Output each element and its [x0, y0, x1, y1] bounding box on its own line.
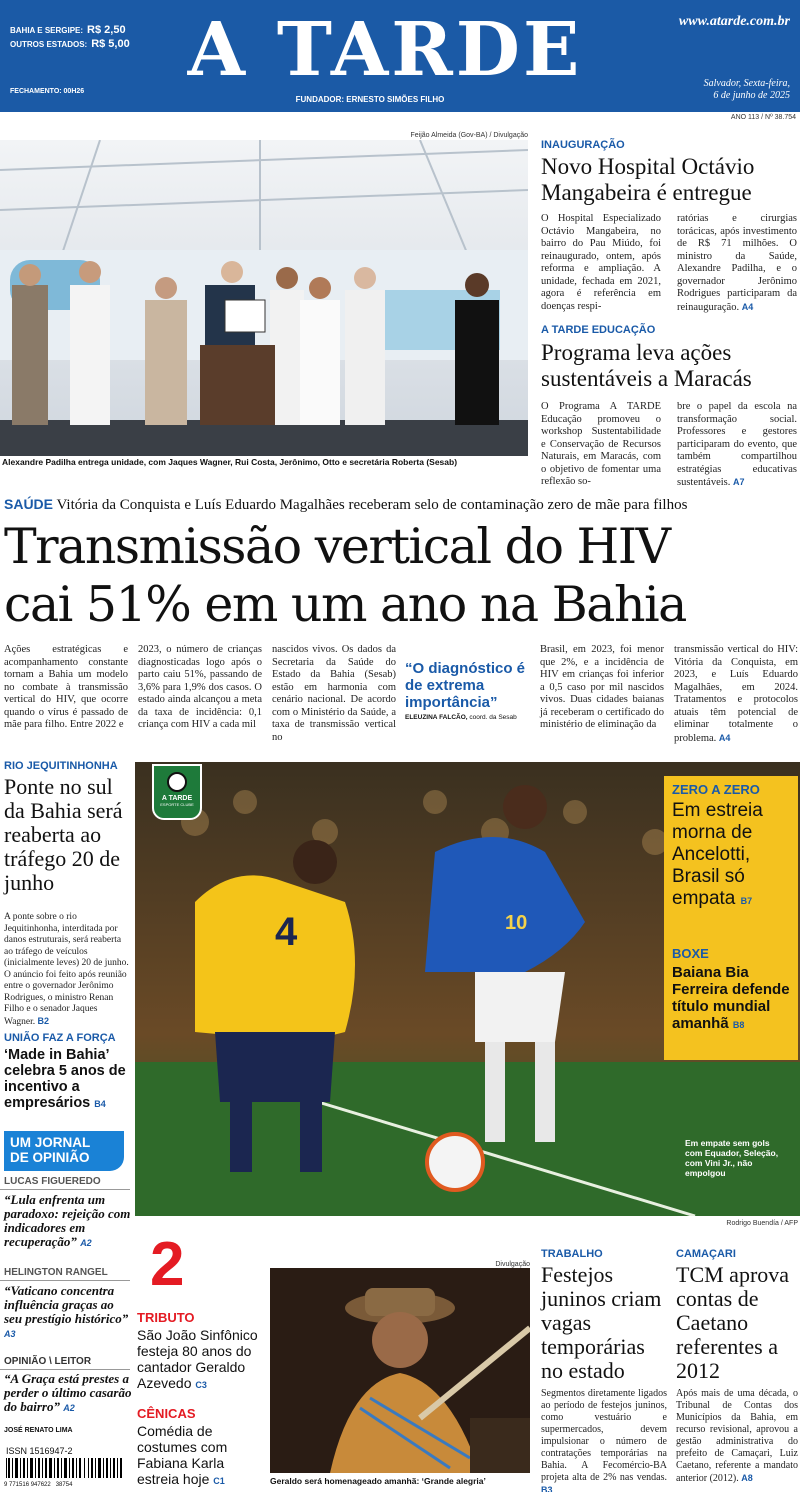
date-line: 6 de junho de 2025 [713, 90, 790, 101]
kicker: RIO JEQUITINHONHA [4, 760, 118, 772]
story-column: Brasil, em 2023, foi menor que 2%, e a incidência de HIV em crianças foi inferior a 0,5 caso por mil nascidos vivos. Duas cidades baianas já receberam o certificado do ministério de eliminação da [540, 644, 664, 730]
inauguration-illustration [0, 140, 528, 456]
page-reference[interactable]: A8 [741, 1473, 753, 1483]
story-column: Ações estratégicas e acompanhamento constante tornam a Bahia um modelo no combate à transmissão vertical do HIV, que ocorre quando o vírus é passado de mãe para filho. Entre 2022 e [4, 644, 128, 730]
page-reference[interactable]: C3 [195, 1380, 207, 1390]
opinion-quote[interactable] [4, 1284, 132, 1341]
headline[interactable] [672, 964, 796, 1034]
page-reference[interactable]: B3 [541, 1485, 553, 1492]
page-reference[interactable]: A4 [741, 301, 754, 312]
headline[interactable]: TCM aprova contas de Caetano referentes a 2012 [676, 1262, 790, 1383]
kicker: SAÚDE [4, 496, 54, 512]
page-reference[interactable]: A2 [63, 1403, 75, 1413]
columnist-name: LUCAS FIGUEREDO [4, 1176, 101, 1187]
story-body [4, 912, 130, 1028]
kicker: TRIBUTO [137, 1310, 195, 1325]
page-reference[interactable]: A3 [4, 1329, 16, 1339]
story-column [674, 644, 798, 745]
quote-text: “A Graça está prestes a perder o último casarão do bairro” [4, 1371, 132, 1414]
page-reference[interactable]: A2 [80, 1238, 92, 1248]
subhead-text: Vitória da Conquista e Luís Eduardo Magalhães receberam selo de contaminação zero de mãe para filhos [56, 497, 688, 513]
kicker: BOXE [672, 946, 709, 961]
barcode [4, 1458, 126, 1484]
story-text: Segmentos diretamente ligados ao período de festejos juninos, como vestuário e supermercados, devem impulsionar o número de contratações temporárias na Bahia. A Fecomércio-BA projeta alta de 2% nas vendas. [541, 1388, 667, 1483]
section-label: OPINIÃO \ LEITOR [4, 1356, 92, 1367]
jersey-number-yellow: 4 [275, 910, 298, 954]
subhead [4, 496, 794, 514]
story-text: ratórias e cirurgias torácicas, após investimento de R$ 71 milhões. O ministro da Saúde, Alexandre Padilha, e o governador Jerônimo Rodrigues participaram da reinauguração. [677, 213, 797, 313]
story-body [541, 1388, 667, 1492]
date-line: Salvador, Sexta-feira, [703, 78, 790, 89]
page-reference[interactable]: C1 [213, 1476, 225, 1486]
headline[interactable]: Ponte no sul da Bahia será reaberta ao tráfego 20 de junho [4, 774, 123, 895]
headline-line: cai 51% em um ano na Bahia [4, 576, 686, 633]
quote-text: “Lula enfrenta um paradoxo: rejeição com indicadores em recuperação” [4, 1192, 131, 1249]
page-reference[interactable]: B8 [732, 1020, 745, 1030]
page-reference[interactable]: A4 [718, 732, 731, 743]
quote-text: “Vaticano concentra influência graças ao seu prestígio histórico” [4, 1283, 129, 1326]
kicker: A TARDE EDUCAÇÃO [541, 324, 656, 336]
photo-caption: Alexandre Padilha entrega unidade, com Jaques Wagner, Rui Costa, Jerônimo, Otto e secretária Roberta (Sesab) [2, 457, 458, 467]
story-text: bre o papel da escola na transformação social. Professores e gestores participaram do evento, que também compartilhou estratégias educativas sustentáveis. [677, 401, 797, 488]
headline-text: ‘Made in Bahia’ celebra 5 anos de incentivo a empresários [4, 1047, 126, 1111]
headline[interactable] [137, 1327, 267, 1393]
edition-date [640, 78, 790, 102]
barcode-icon [4, 1458, 126, 1484]
jersey-number-blue: 10 [505, 912, 528, 934]
opinion-quote[interactable] [4, 1193, 132, 1250]
price-label: BAHIA E SERGIPE: [10, 26, 84, 35]
price-outros [10, 38, 130, 50]
edition-number: ANO 113 / Nº 38.754 [730, 114, 796, 121]
page-reference[interactable]: B7 [740, 896, 753, 906]
headline-text: São João Sinfônico festeja 80 anos do cantador Geraldo Azevedo [137, 1327, 258, 1391]
sport-club-badge [152, 764, 202, 820]
story-column [677, 401, 797, 490]
price-bahia [10, 24, 126, 36]
story-text: Após mais de uma década, o Tribunal de Contas dos Municípios da Bahia, em recurso revisional, aprovou a gestão administrativa do prefeito de Camaçari, Luiz Caetano, referente a mandato anterior (2012). [676, 1388, 798, 1484]
kicker: ZERO A ZERO [672, 782, 760, 797]
page-reference[interactable]: A7 [733, 477, 745, 487]
kicker: TRABALHO [541, 1248, 603, 1260]
story-column: 2023, o número de crianças diagnosticadas logo após o parto caiu 51%, passando de 3,6% para 1,9% dos casos. O estado ainda alcançou a meta da taxa de incidência: 0,1 criança com HIV a cada mil [138, 644, 262, 730]
headline[interactable]: Programa leva ações sustentáveis a Maracás [541, 340, 752, 391]
reader-signature: JOSÉ RENATO LIMA [4, 1427, 73, 1434]
story-column: O Programa A TARDE Educação promoveu o workshop Sustentabilidade e Conservação de Recursos Naturais, em Maracás, com o objetivo de fomentar uma reflexão so- [541, 401, 661, 487]
closing-time: FECHAMENTO: 00H26 [10, 88, 85, 95]
headline-text: Baiana Bia Ferreira defende título mundial amanhã [672, 964, 790, 1032]
price-label: OUTROS ESTADOS: [10, 40, 88, 49]
headline[interactable]: Festejos juninos criam vagas temporárias no estado [541, 1262, 662, 1383]
newspaper-title: A TARDE [187, 7, 583, 93]
kicker: UNIÃO FAZ A FORÇA [4, 1032, 116, 1044]
headline[interactable]: Novo Hospital Octávio Mangabeira é entregue [541, 154, 755, 205]
musician-illustration [270, 1268, 530, 1473]
headline-text: Em estreia morna de Ancelotti, Brasil só empata [672, 800, 763, 909]
story-column: nascidos vivos. Os dados da Secretaria da Saúde do Estado da Bahia (Sesab) estão em harmonia com cenário nacional. De acordo com o Ministério da Saúde, a taxa de transmissão vertical no [272, 644, 396, 743]
story-column: O Hospital Especializado Octávio Mangabeira, no bairro do Pau Miúdo, foi reinaugurado, ontem, após reforma e ampliação. A unidade, fechada em 2021, agora é referência em doenças respi- [541, 213, 661, 312]
issn: ISSN 1516947-2 [6, 1446, 73, 1456]
headline-text: Comédia de costumes com Fabiana Karla estreia hoje [137, 1423, 228, 1487]
founder-line: FUNDADOR: ERNESTO SIMÕES FILHO [295, 95, 445, 104]
divider [0, 1280, 130, 1281]
kicker: CAMAÇARI [676, 1248, 736, 1260]
section-2-logo [140, 1230, 196, 1299]
website-url[interactable]: www.atarde.com.br [678, 14, 790, 29]
columnist-name: HELINGTON RANGEL [4, 1267, 108, 1278]
quote-text: “O diagnóstico é de extrema importância” [405, 660, 526, 711]
headline[interactable] [4, 1047, 130, 1112]
pull-quote [405, 660, 530, 721]
opinion-quote[interactable] [4, 1372, 132, 1415]
photo-caption: Em empate sem gols com Equador, Seleção, com Vini Jr., não empolgou [685, 1138, 779, 1178]
quote-author: ELEUZINA FALCÃO, [405, 714, 468, 721]
photo-credit: Divulgação [495, 1261, 530, 1268]
opinion-box [4, 1131, 124, 1171]
kicker: INAUGURAÇÃO [541, 139, 625, 151]
quote-attribution [405, 714, 530, 721]
kicker: CÊNICAS [137, 1406, 196, 1421]
headline[interactable] [137, 1423, 267, 1489]
headline[interactable] [672, 800, 796, 912]
photo-caption: Geraldo será homenageado amanhã: ‘Grande alegria’ [270, 1476, 486, 1486]
photo-musician [270, 1268, 530, 1473]
headline-line: Transmissão vertical do HIV [4, 518, 670, 575]
photo-credit: Rodrigo Buendía / AFP [726, 1220, 798, 1227]
story-text: transmissão vertical do HIV: Vitória da Conquista, em 2023, e Luís Eduardo Magalhães, em 2024. Tratamentos e protocolos atuais têm potencial de eliminar totalmente o problema. [674, 644, 798, 744]
page-reference[interactable]: B2 [37, 1015, 50, 1026]
section-number: 2 [150, 1230, 185, 1299]
divider [0, 1369, 130, 1370]
soccer-ball-icon [167, 772, 187, 792]
page-reference[interactable]: B4 [94, 1099, 106, 1109]
opinion-title: DE OPINIÃO [10, 1150, 90, 1165]
photo-inauguration [0, 140, 528, 456]
quote-role: coord. da Sesab [469, 714, 517, 721]
story-column [677, 213, 797, 314]
badge-title: A TARDE [161, 795, 193, 802]
opinion-title: UM JORNAL [10, 1135, 91, 1150]
price-value: R$ 5,00 [91, 38, 130, 50]
photo-credit: Feijão Almeida (Gov-BA) / Divulgação [410, 132, 528, 139]
story-body [676, 1388, 798, 1485]
story-text: A ponte sobre o rio Jequitinhonha, interditada por danos estruturais, será reaberta ao tráfego de veículos (inicialmente leves) 20 de junho. O anúncio foi feito após reunião entre o governador Jerônimo Rodrigues, o ministro Renan Filho e o senador Jaques Wagner. [4, 912, 129, 1027]
barcode-digits: 9 771516 947622 38754 [4, 1482, 73, 1488]
price-value: R$ 2,50 [87, 24, 126, 36]
main-headline[interactable] [4, 518, 794, 634]
badge-subtitle: ESPORTE CLUBE [160, 802, 194, 807]
divider [0, 1189, 130, 1190]
